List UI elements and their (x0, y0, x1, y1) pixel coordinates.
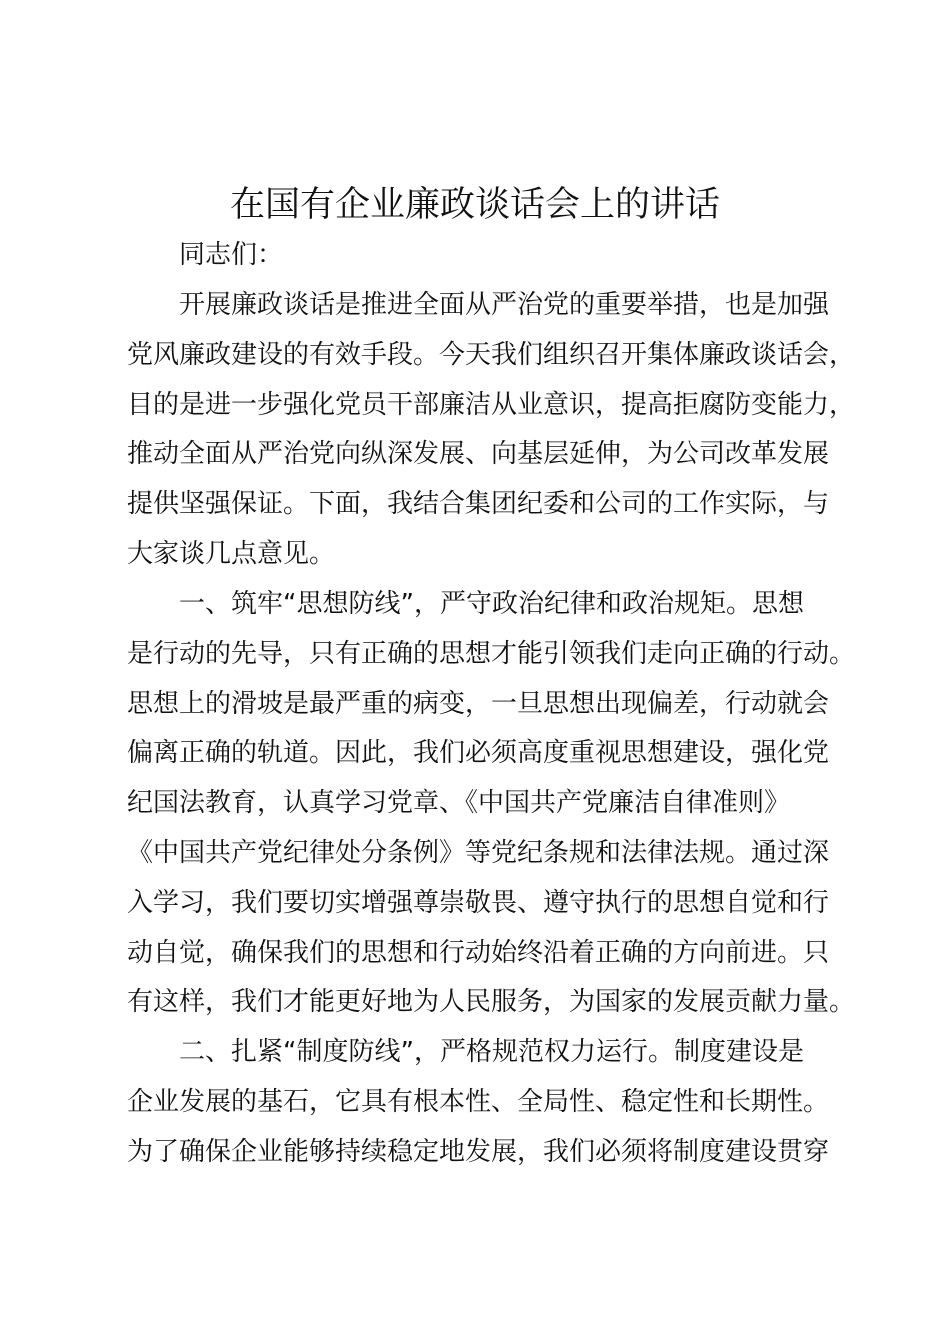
paragraph-line: 开展廉政谈话是推进全面从严治党的重要举措，也是加强 (179, 290, 830, 320)
paragraph-line: 党风廉政建设的有效手段。今天我们组织召开集体廉政谈话会， (127, 340, 856, 370)
paragraph-line: 动自觉，确保我们的思想和行动始终沿着正确的方向前进。只 (127, 938, 830, 968)
paragraph-line: 偏离正确的轨道。因此，我们必须高度重视思想建设，强化党 (127, 738, 830, 768)
document-title: 在国有企业廉政谈话会上的讲话 (229, 185, 720, 225)
paragraph-line: 为了确保企业能够持续稳定地发展，我们必须将制度建设贯穿 (127, 1137, 830, 1167)
paragraph-line: 企业发展的基石，它具有根本性、全局性、稳定性和长期性。 (127, 1087, 830, 1117)
paragraph-line: 有这样，我们才能更好地为人民服务，为国家的发展贡献力量。 (127, 987, 856, 1017)
paragraph-line: 思想上的滑坡是最严重的病变，一旦思想出现偏差，行动就会 (127, 689, 830, 719)
paragraph-line: 是行动的先导，只有正确的思想才能引领我们走向正确的行动。 (127, 639, 856, 669)
paragraph-line: 目的是进一步强化党员干部廉洁从业意识，提高拒腐防变能力， (127, 390, 856, 420)
paragraph-line: 纪国法教育，认真学习党章、《中国共产党廉洁自律准则》 (127, 788, 791, 818)
paragraph-line: 入学习，我们要切实增强尊崇敬畏、遵守执行的思想自觉和行 (127, 888, 830, 918)
paragraph-line: 提供坚强保证。下面，我结合集团纪委和公司的工作实际，与 (127, 489, 830, 519)
paragraph-line: 推动全面从严治党向纵深发展、向基层延伸，为公司改革发展 (127, 439, 830, 469)
paragraph-line: 大家谈几点意见。 (127, 539, 336, 569)
paragraph-line: 一、筑牢“思想防线”，严守政治纪律和政治规矩。思想 (179, 589, 804, 619)
paragraph-line: 二、扎紧“制度防线”，严格规范权力运行。制度建设是 (179, 1037, 804, 1067)
salutation: 同志们： (179, 240, 284, 270)
paragraph-line: 《中国共产党纪律处分条例》等党纪条规和法律法规。通过深 (127, 838, 830, 868)
